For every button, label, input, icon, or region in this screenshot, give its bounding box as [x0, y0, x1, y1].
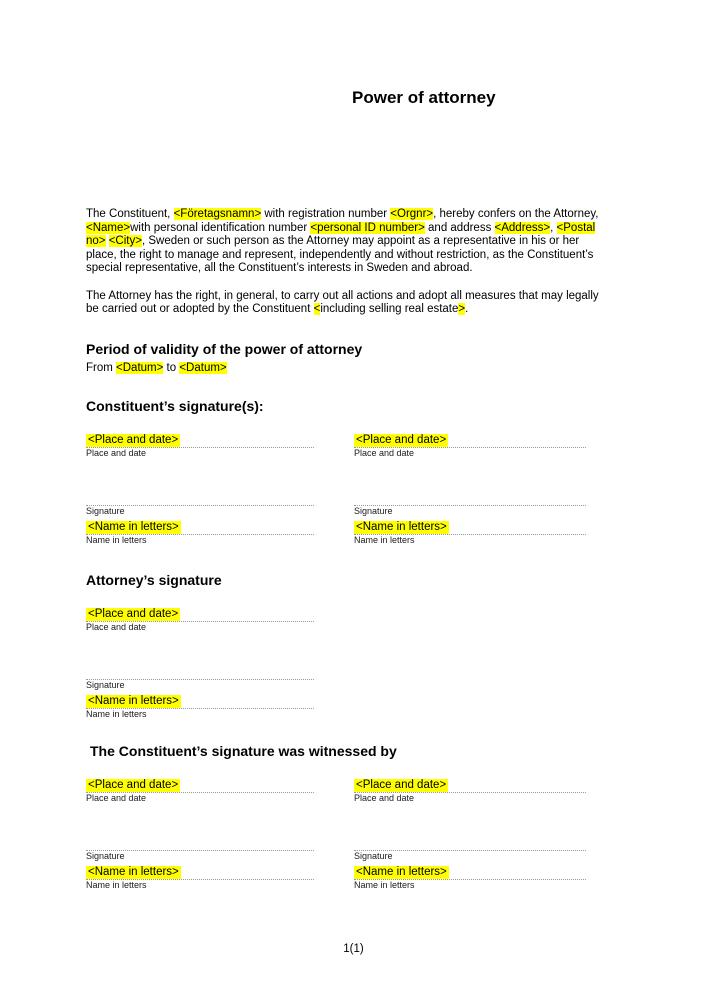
- intro-paragraph: The Constituent, <Företagsnamn> with registration number <Orgnr>, hereby confers on the Attorney, <Name>with personal identification number <personal ID number> and address <Address>, <Postal no> <City>, Sweden or such person as the Attorney may appoint as a representative in his or her place, the right to manage and represent, independently and without restriction, as the Constituent’s special representative, all the Constituent’s interests in Sweden and abroad.: [86, 208, 599, 274]
- signature-block-attorney: [86, 608, 314, 720]
- place-and-date-value: <Place and date>: [356, 779, 447, 791]
- place-and-date-line: [86, 434, 314, 448]
- signature-label: Signature: [354, 506, 393, 516]
- name-in-letters-value: <Name in letters>: [88, 695, 179, 707]
- place-and-date-label: Place and date: [354, 448, 415, 458]
- name-in-letters-label: Name in letters: [354, 535, 415, 545]
- place-and-date-label: Place and date: [86, 622, 147, 632]
- name-in-letters-value: <Name in letters>: [88, 866, 179, 878]
- place-and-date-line: [86, 779, 314, 793]
- signature-label: Signature: [86, 506, 125, 516]
- name-in-letters-line: [86, 521, 314, 535]
- place-and-date-label: Place and date: [354, 793, 415, 803]
- validity-dates-line: From <Datum> to <Datum>: [86, 361, 227, 374]
- name-in-letters-label: Name in letters: [86, 709, 147, 719]
- name-in-letters-value: <Name in letters>: [356, 866, 447, 878]
- witness-signature-row: [86, 779, 620, 891]
- signature-block-constituent-right: [354, 434, 586, 546]
- witness-heading: The Constituent’s signature was witnessed by: [90, 743, 397, 759]
- place-and-date-value: <Place and date>: [88, 434, 179, 446]
- document-content: [86, 0, 620, 891]
- validity-heading: Period of validity of the power of attorney: [86, 340, 363, 357]
- attorney-signature-row: [86, 608, 620, 720]
- signature-block-constituent-left: [86, 434, 314, 546]
- place-and-date-line: [354, 779, 586, 793]
- place-and-date-line: [86, 608, 314, 622]
- attorney-signature-heading: Attorney’s signature: [86, 572, 222, 588]
- name-in-letters-line: [354, 521, 586, 535]
- signature-label: Signature: [86, 851, 125, 861]
- name-in-letters-value: <Name in letters>: [88, 521, 179, 533]
- name-in-letters-line: [354, 866, 586, 880]
- name-in-letters-value: <Name in letters>: [356, 521, 447, 533]
- place-and-date-line: [354, 434, 586, 448]
- place-and-date-value: <Place and date>: [88, 608, 179, 620]
- page-number: 1(1): [343, 943, 364, 955]
- place-and-date-value: <Place and date>: [356, 434, 447, 446]
- signature-label: Signature: [354, 851, 393, 861]
- place-and-date-label: Place and date: [86, 448, 147, 458]
- name-in-letters-label: Name in letters: [86, 535, 147, 545]
- name-in-letters-line: [86, 866, 314, 880]
- place-and-date-label: Place and date: [86, 793, 147, 803]
- constituent-signature-heading: Constituent’s signature(s):: [86, 398, 264, 414]
- signature-block-witness-left: [86, 779, 314, 891]
- name-in-letters-line: [86, 695, 314, 709]
- constituent-signature-row: [86, 434, 620, 546]
- signature-label: Signature: [86, 680, 125, 690]
- signature-block-witness-right: [354, 779, 586, 891]
- name-in-letters-label: Name in letters: [86, 880, 147, 890]
- document-title: Power of attorney: [352, 88, 496, 107]
- attorney-rights-paragraph: The Attorney has the right, in general, to carry out all actions and adopt all measures that may legally be carried out or adopted by the Constituent <including selling real estate>.: [86, 289, 599, 315]
- name-in-letters-label: Name in letters: [354, 880, 415, 890]
- place-and-date-value: <Place and date>: [88, 779, 179, 791]
